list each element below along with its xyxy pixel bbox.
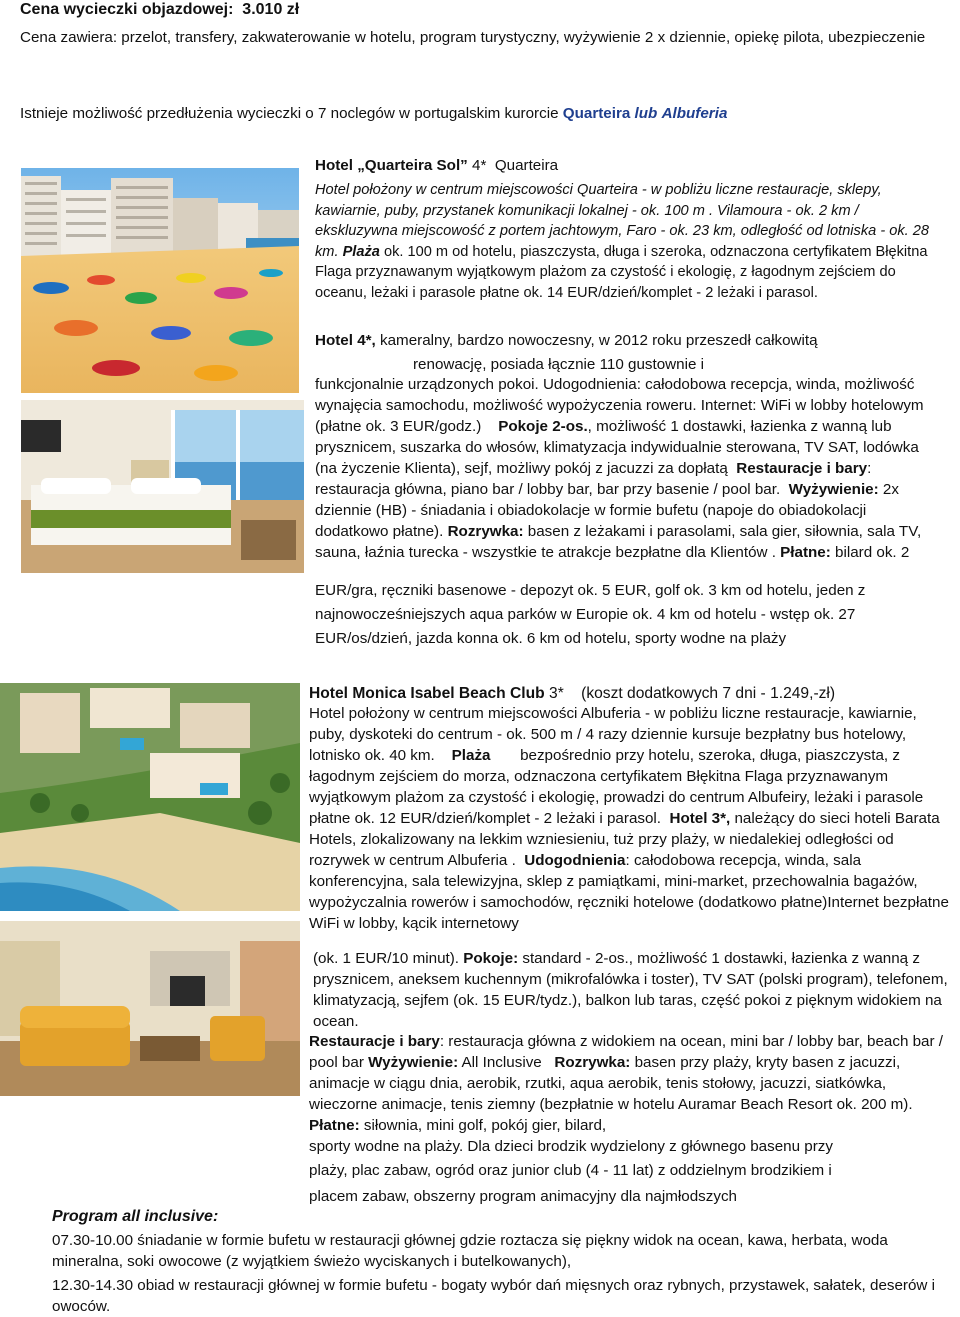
hotel2-rooms: (ok. 1 EUR/10 minut). Pokoje: standard - 2-os., możliwość 1 dostawki, łazienka z wanną z prysznicem, aneksem kuchennym (mikrofalówka i toster), TV SAT (polski program), telefonem, klimatyzacją, sejfem (ok. 15 EUR/tydz.), balkon lub taras, część pokoi z pięknym widokiem na ocean.: [313, 950, 948, 1030]
hotel1-paid-line2: EUR/gra, ręczniki basenowe - depozyt ok. 5 EUR, golf ok. 3 km od hotelu, jeden z: [315, 582, 866, 599]
program-lunch: 12.30-14.30 obiad w restauracji głównej w formie bufetu - bogaty wybór dań mięsnych oraz rybnych, przystawek, sałatek, deserów i owoców.: [52, 1277, 935, 1315]
hotel2-title: Hotel Monica Isabel Beach Club 3* (koszt dodatkowych 7 dni - 1.249,-zł): [309, 685, 836, 702]
hotel1-location: Hotel położony w centrum miejscowości Quarteira - w pobliżu liczne restauracje, sklepy, kawiarnie, puby, przystanek komunikacji lokalnej - ok. 100 m . Vilamoura - ok. 2 km / ekskluzywna miejscowość z portem jachtowym, Faro - ok. 23 km, odległość od lotniska - ok. 28 km. Plaża ok. 100 m od hotelu, piaszczysta, długa i szeroka, odznaczona certyfikatem Błękitna Flaga przyznawanym wyjątkowym plażom za czystość i ekologię, z łagodnym zejściem do oceanu, leżaki i parasole płatne ok. 14 EUR/dzień/komplet - 2 leżaki i parasol.: [315, 182, 929, 301]
program-title: Program all inclusive:: [52, 1208, 219, 1225]
apartment-room-photo: [0, 921, 300, 1096]
hotel2-bars: Restauracje i bary: restauracja główna z widokiem na ocean, mini bar / lobby bar, beach bar / pool bar Wyżywienie: All Inclusive Rozrywka: basen przy plaży, kryty basen z jacuzzi, animacje w ciągu dnia, aerobik, rzutki, aqua aerobik, tenis stołowy, jacuzzi, siatkówka, wieczorne animacje, tenis ziemny (bezpłatnie w hotelu Auramar Beach Resort ok. 200 m). Płatne: siłownia, mini golf, pokój gier, bilard,: [309, 1033, 944, 1134]
price-value: 3.010 zł: [242, 1, 300, 18]
hotel1-description-cont: renowację, posiada łącznie 110 gustownie i: [413, 356, 704, 373]
extension-note: Istnieje możliwość przedłużenia wycieczki o 7 noclegów w portugalskim kurorcie Quarteira lub Albuferia: [20, 105, 728, 122]
hotel2-kids-line2: plaży, plac zabaw, ogród oraz junior club (4 - 11 lat) z oddzielnym brodzikiem i: [309, 1162, 832, 1179]
hotel1-amenities: funkcjonalnie urządzonych pokoi. Udogodnienia: całodobowa recepcja, winda, możliwość wynajęcia samochodu, możliwość wypożyczenia roweru. Internet: WiFi w lobby hotelowym (płatne ok. 3 EUR/godz.) Pokoje 2-os., możliwość 1 dostawki, łazienka z wanną lub prysznicem, suszarka do włosów, klimatyzacja indywidualnie sterowana, TV SAT, lodówka (na życzenie Klienta), sejf, możliwy pokój z jacuzzi za dopłatą Restauracje i bary: restauracja główna, piano bar / lobby bar, bar przy basenie / pool bar. Wyżywienie: 2x dziennie (HB) - śniadania i obiadokolacje w formie bufetu (napoje do obiadokolacji dodatkowo płatne). Rozrywka: basen z leżakami i parasolami, sala gier, siłownia, sala TV, sauna, łaźnia turecka - wszystkie te atrakcje bezpłatne dla Klientów . Płatne: bilard ok. 2: [315, 376, 924, 561]
hotel-room-photo: [21, 400, 304, 573]
program-breakfast: 07.30-10.00 śniadanie w formie bufetu w restauracji głównej gdzie roztacza się piękny widok na ocean, kawa, herbata, woda mineralna, soki owocowe (z wyjątkiem świeżo wyciskanych i butelkowanych),: [52, 1232, 888, 1270]
price-label: Cena wycieczki objazdowej:: [20, 1, 234, 18]
hotel2-kids-line1: sporty wodne na plaży. Dla dzieci brodzik wydzielony z głównego basenu przy: [309, 1138, 833, 1155]
price-line: [20, 0, 940, 20]
hotel1-paid-line4: EUR/os/dzień, jazda konna ok. 6 km od hotelu, sporty wodne na plaży: [315, 630, 787, 647]
hotel2-kids-line3: placem zabaw, obszerny program animacyjny dla najmłodszych: [309, 1188, 737, 1205]
hotel1-title: Hotel „Quarteira Sol” 4* Quarteira: [315, 157, 559, 174]
hotel2-description: Hotel położony w centrum miejscowości Albuferia - w pobliżu liczne restauracje, kawiarnie, puby, dyskoteki do centrum - ok. 500 m / 4 razy dziennie kursuje bezpłatny bus hotelowy, lotnisko ok. 40 km. Plaża bezpośrednio przy hotelu, szeroka, długa, piaszczysta, z łagodnym zejściem do morza, odznaczona certyfikatem Błękitna Flaga przyznawanym wyjątkowym plażom za czystość i ekologię, prowadzi do centrum Albufeiry, leżaki i parasole płatne ok. 12 EUR/dzień/komplet - 2 leżaki i parasol. Hotel 3*, należący do sieci hoteli Barata Hotels, zlokalizowany na lekkim wzniesieniu, tuż przy plaży, w niedalekiej odległości od rozrywek w centrum Albuferia . Udogodnienia: całodobowa recepcja, winda, sala konferencyjna, sala telewizyjna, sklep z pamiątkami, mini-market, przechowalnia bagażów, wypożyczalnia rowerów i samochodów, ręczniki hotelowe (dodatkowo płatne)Internet bezpłatne WiFi w lobby, kącik internetowy: [309, 705, 949, 932]
beach-photo: [21, 168, 299, 393]
hotel1-description: Hotel 4*, kameralny, bardzo nowoczesny, w 2012 roku przeszedł całkowitą: [315, 332, 818, 349]
hotel1-paid-line3: najnowocześniejszych aqua parków w Europie ok. 4 km od hotelu - wstęp ok. 27: [315, 606, 856, 623]
price-includes: Cena zawiera: przelot, transfery, zakwaterowanie w hotelu, program turystyczny, wyżywienie 2 x dziennie, opiekę pilota, ubezpieczenie: [20, 29, 926, 46]
aerial-resort-photo: [0, 683, 300, 911]
